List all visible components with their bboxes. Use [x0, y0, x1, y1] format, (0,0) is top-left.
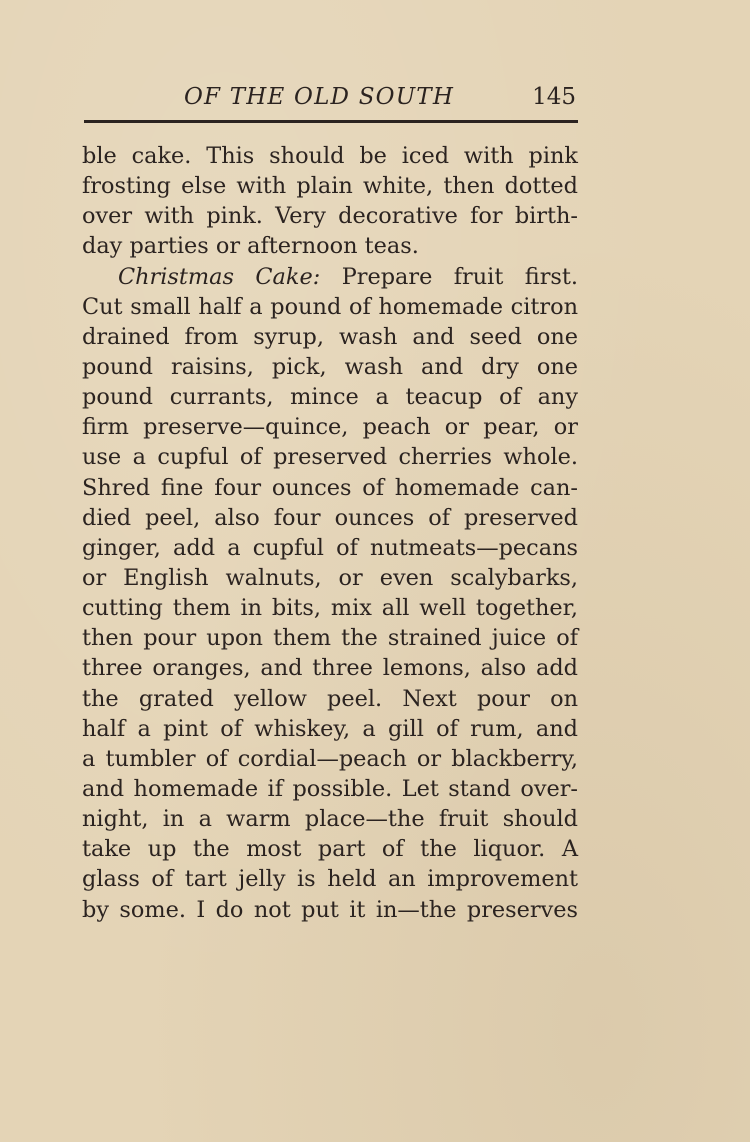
- text-line: by some. I do not put it in—the preserves: [82, 896, 578, 923]
- text-line: cutting them in bits, mix all well together,: [82, 595, 578, 622]
- text-line: three oranges, and three lemons, also add: [82, 655, 578, 682]
- text-line: pound raisins, pick, wash and dry one: [82, 353, 578, 380]
- running-head: OF THE OLD SOUTH: [184, 84, 455, 110]
- text-line: use a cupful of preserved cherries whole.: [82, 444, 578, 471]
- text-line: or English walnuts, or even scalybarks,: [82, 564, 578, 591]
- text-line: frosting else with plain white, then dotted: [82, 173, 578, 200]
- text-line: drained from syrup, wash and seed one: [82, 323, 578, 350]
- text-line: day parties or afternoon teas.: [82, 233, 419, 260]
- recipe-first-line: [82, 262, 578, 292]
- text-line: a tumbler of cordial—peach or blackberry,: [82, 745, 578, 772]
- text-line: over with pink. Very decorative for birth-: [82, 203, 578, 230]
- text-line: night, in a warm place—the fruit should: [82, 806, 578, 833]
- text-line: half a pint of whiskey, a gill of rum, and: [82, 715, 578, 742]
- text-line: the grated yellow peel. Next pour on: [82, 685, 578, 712]
- text-line: take up the most part of the liquor. A: [82, 836, 578, 863]
- text-line: firm preserve—quince, peach or pear, or: [82, 414, 578, 441]
- text-line: ginger, add a cupful of nutmeats—pecans: [82, 534, 578, 561]
- header-rule: [84, 120, 578, 123]
- text-line: Prepare fruit first.: [341, 263, 579, 290]
- text-line: Shred fine four ounces of homemade can-: [82, 474, 578, 501]
- text-line: and homemade if possible. Let stand over-: [82, 775, 578, 802]
- text-line: died peel, also four ounces of preserved: [82, 504, 578, 531]
- text-line: ble cake. This should be iced with pink: [82, 143, 578, 169]
- text-line: pound currants, mince a teacup of any: [82, 384, 578, 411]
- text-line: glass of tart jelly is held an improvement: [82, 866, 578, 893]
- text-line: Cut small half a pound of homemade citron: [82, 293, 578, 320]
- body-text: [82, 141, 578, 925]
- recipe-title: Christmas Cake:: [118, 263, 321, 290]
- text-line: then pour upon them the strained juice of: [82, 625, 578, 652]
- page-number: 145: [532, 84, 576, 110]
- page-header: [84, 84, 576, 118]
